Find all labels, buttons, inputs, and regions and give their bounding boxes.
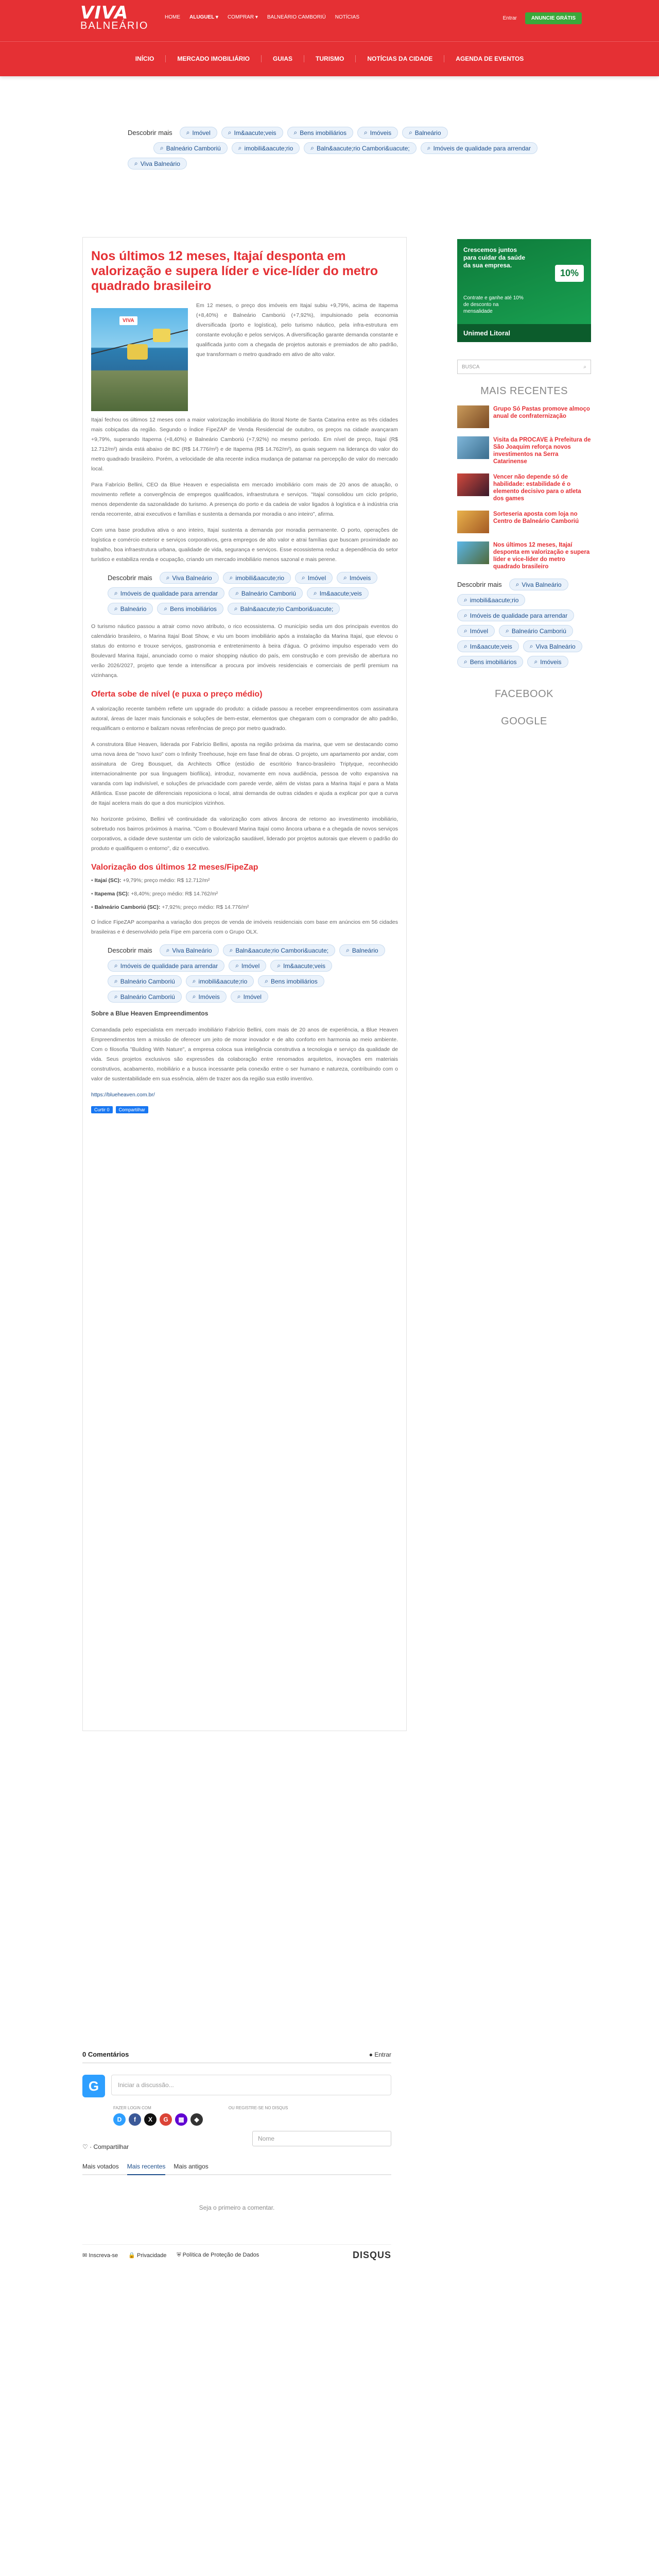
tag-label: Imóveis [349,574,371,582]
tag-label: Viva Balneário [140,160,180,167]
login-with-label: FAZER LOGIN COM [113,2106,151,2110]
tag-chip[interactable] [457,625,495,637]
search-icon: ⌕ [229,574,233,581]
nav-balneario[interactable]: BALNEÁRIO CAMBORIÚ [267,14,326,20]
search-icon: ⌕ [313,589,317,597]
search-icon: ⌕ [192,977,196,985]
name-field[interactable]: Nome [252,2131,391,2146]
search-icon: ⌕ [235,962,239,969]
comment-count: 0 Comentários [82,2050,129,2058]
main-nav [0,41,659,76]
city-value: +7,92%; preço médio: R$ 14.776/m² [160,904,249,910]
search-icon: ⌕ [228,129,232,136]
tag-chip[interactable] [160,944,219,956]
menu-agenda[interactable]: AGENDA DE EVENTOS [456,55,524,62]
search-icon: ⌕ [234,605,238,612]
search-icon: ⌕ [186,129,190,136]
tag-chip[interactable] [180,127,217,139]
ad-headline: Crescemos juntos para cuidar da saúde da sua empresa. [463,246,526,269]
tag-label: Im&aacute;veis [234,129,276,137]
login-options [113,2106,391,2110]
tag-label: imobili&aacute;rio [470,596,519,604]
tag-chip[interactable] [499,625,573,637]
search-icon: ⌕ [114,589,118,597]
post-thumbnail [457,541,489,564]
comment-sort-tabs [82,2163,391,2175]
tag-chip[interactable] [153,142,228,154]
top-header [0,0,659,41]
tag-chip[interactable] [421,142,537,154]
menu-noticias-cidade[interactable]: NOTÍCIAS DA CIDADE [356,55,444,62]
discover-more-sidebar [457,579,591,668]
logo-main-text: VIVA [80,3,129,23]
search-icon: ⌕ [134,160,138,167]
post-thumbnail [457,436,489,459]
comment-input[interactable]: Iniciar a discussão... [111,2075,391,2095]
tag-chip[interactable] [337,572,377,584]
comments-share[interactable]: ♡ · Compartilhar [82,2143,129,2150]
post-title: Grupo Só Pastas promove almoço anual de confraternização [493,406,590,419]
tag-chip[interactable] [128,158,187,170]
tag-label: imobili&aacute;rio [235,574,285,582]
post-title: Vencer não depende só de habilidade: estabilidade é o elemento decisivo para o atleta dos games [493,474,581,502]
tag-chip[interactable] [108,603,153,615]
article-hero-image [91,308,188,411]
comments-login[interactable] [369,2051,391,2058]
discover-more-article-bottom [108,944,398,1003]
share-buttons [91,1106,398,1113]
tag-label: Imóveis [540,658,562,666]
search-icon: ⌕ [464,642,467,650]
logo-sub-text: BALNEÁRIO [80,20,149,31]
tag-label: Imóvel [470,627,489,635]
paragraph: Comandada pelo especialista em mercado imobiliário Fabrício Bellini, com mais de 20 anos de experiência, a Blue Heaven Empreendimentos tem a missão de oferecer um jeito de morar inovador e de alto conforto em harmonia ao meio ambiente. Com o filosofia "Building With Nature", a empresa coloca sua inteligência construtiva a tecnologia e serviço da qualidade de vida. Seus projetos exclusivos são expressões da colaboração entre renomados arquitetos, inovações em materiais construtivos, acabamento, mobiliário e a busca incessante pela conexão entre o ser humano e natureza, contribuindo com o valor de sustentabilidade em sua essência, além de trazer aos da região sua estilo inventivo. [91,1027,398,1082]
tag-label: Imóvel [243,993,262,1001]
about-heading: Sobre a Blue Heaven Empreendimentos [91,1010,209,1017]
facebook-heading: FACEBOOK [494,688,554,700]
tag-label: Balneário Camboriú [166,144,221,152]
tag-chip[interactable] [221,127,283,139]
user-icon: ● [369,2050,373,2058]
tag-label: Balneário Camboriú [511,627,566,635]
tag-chip[interactable] [270,960,332,972]
paragraph [91,1090,398,1100]
paragraph: Itajaí fechou os últimos 12 meses com a maior valorização imobiliária do litoral Norte de Santa Catarina entre as três cidades mais cobiçadas da região. Segundo o Índice FipeZAP de Venda Residencial de outubro, os preços na cidade avançaram +9,79%, superando Itapema (+8,40%) e Balneário Camboriú (+7,92%) no mesmo período. Em nível de preço, Itajaí (R$ 12.712/m²) ainda está abaixo de BC (R$ 14.776/m²) e de Itapema (R$ 14.762/m²), as quais seguem na liderança do valor do metro quadrado brasileiro. Porém, a velocidade de alta recente indica mudança de patamar na percepção de valor do mercado local. [91,417,398,472]
tag-chip[interactable] [108,960,224,972]
search-icon: ⌕ [464,658,467,665]
post-title: Nos últimos 12 meses, Itajaí desponta em valorização e supera líder e vice-líder do metro quadrado brasileiro [493,542,590,570]
search-icon: ⌕ [583,364,586,370]
data-protection-link[interactable] [177,2252,259,2259]
search-icon: ⌕ [302,574,305,581]
tag-chip[interactable] [527,656,568,668]
tag-chip[interactable] [523,640,582,652]
mail-icon: ✉ [82,2252,88,2259]
comment-composer [82,2075,391,2097]
search-icon: ⌕ [506,627,509,634]
tag-label: Imóveis [198,993,220,1001]
search-icon: ⌕ [114,977,118,985]
tag-label: Balneário [414,129,441,137]
search-icon: ⌕ [166,574,170,581]
search-icon: ⌕ [310,144,314,151]
top-actions [503,12,582,24]
top-nav [165,14,359,20]
tag-label: Imóvel [192,129,211,137]
google-heading: GOOGLE [501,716,547,727]
social-login [113,2113,391,2126]
tag-chip[interactable] [223,944,336,956]
city-name: Itajaí (SC): [94,877,122,884]
tag-chip[interactable] [287,127,353,139]
recent-post[interactable] [457,473,591,502]
disqus-icon[interactable]: D [113,2113,126,2126]
disqus-logo[interactable]: DISQUS [352,2250,391,2260]
paragraph: No horizonte próximo, Bellini vê continuidade da valorização com ativos âncora de retorno ao investimento imobiliário, sobretudo nos bairros próximos à marina. "Com o Boulevard Marina Itajaí como âncora urbana e a chegada de novos serviços corporativos, a cidade deve sustentar um ciclo de valorização saudável, liderado por projetos autorais que elevem o padrão do produto e qualifiquem o entorno", diz o executivo. [91,816,398,852]
search-icon: ⌕ [265,977,268,985]
tag-label: Im&aacute;veis [283,962,326,970]
search-icon: ⌕ [237,993,241,1000]
city-name: Itapema (SC): [94,891,130,897]
search-icon: ⌕ [160,144,164,151]
tag-chip[interactable] [402,127,447,139]
search-icon: ⌕ [515,581,519,588]
valuation-list [91,877,398,910]
privacy-link[interactable] [128,2252,166,2259]
recent-heading: MAIS RECENTES [480,385,568,397]
discover-label: Descobrir mais [108,946,152,954]
post-title: Visita da PROCAVE à Prefeitura de São Joaquim reforça novos investimentos na Serra Catarinense [493,437,591,465]
tag-label: Bens imobiliários [270,977,318,985]
tag-label: Viva Balneário [522,581,562,588]
tag-chip[interactable] [457,640,519,652]
tag-chip[interactable] [457,656,523,668]
search-icon: ⌕ [409,129,412,136]
tag-chip[interactable] [229,960,266,972]
like-button[interactable]: Curtir 0 [91,1106,113,1113]
tag-chip[interactable] [157,603,223,615]
search-icon: ⌕ [164,605,168,612]
comments-login-label: Entrar [374,2050,391,2058]
tag-label: Balneário Camboriú [120,993,175,1001]
section-heading: Oferta sobe de nível (e puxa o preço médio) [91,690,263,699]
tag-label: Im&aacute;veis [319,589,362,597]
tag-label: Viva Balneário [172,946,212,954]
tag-chip[interactable] [108,991,182,1003]
tag-label: Imóveis de qualidade para arrendar [120,589,218,597]
discover-more-article [108,572,398,615]
post-thumbnail [457,405,489,428]
no-comments-text: Seja o primeiro a comentar. [199,2204,275,2211]
facebook-icon[interactable]: f [129,2113,141,2126]
heart-icon: ♡ [82,2143,88,2150]
tag-label: Balneário [120,605,147,613]
tag-chip[interactable] [357,127,398,139]
search-placeholder: BUSCA [462,364,480,370]
sidebar [457,239,591,736]
tag-label: Balneário Camboriú [241,589,296,597]
sidebar-ad[interactable] [457,239,591,342]
search-icon: ⌕ [427,144,431,151]
comments-share-label: Compartilhar [93,2143,129,2150]
tab-oldest[interactable]: Mais antigos [174,2163,209,2170]
tag-label: Bens imobiliários [170,605,217,613]
search-icon: ⌕ [464,596,467,603]
tag-label: Imóvel [307,574,326,582]
city-value: +8,40%; preço médio: R$ 14.762/m² [129,891,218,897]
nav-aluguel[interactable]: ALUGUEL ▾ [189,14,218,20]
lock-icon: 🔒 [128,2252,135,2259]
login-link[interactable]: Entrar [502,15,517,21]
x-icon[interactable]: X [144,2113,157,2126]
tag-label: Baln&aacute;rio Cambori&uacute; [235,946,329,954]
tag-chip[interactable] [295,572,333,584]
microsoft-icon[interactable]: ▦ [175,2113,187,2126]
paragraph: A construtora Blue Heaven, liderada por Fabrício Bellini, aposta na região próxima da marina, que vem se destacando como uma nova área de "novo luxo" com o Infinity Treehouse, hoje em fase final de obras. O projeto, um apartamento por andar, com assinatura de Greg Bousquet, da Architects Office (estúdio de escritório franco-brasileiro Triptyque, reconhecido internacionalmente por sua linguagem biofílica), introduz, novamente em nova audiência, pessoa de volto expansiva na varanda com lap indivisível, e soluções de privacidade com parede verde, além de vistas para a Marina Itajaí e para a Mata Atlântica. Esse pacote de diferenciais reposiciona o local, atrai demanda de outras cidades e ajuda a explicar por que a curva de Itajaí acelera mais do que a dos municípios vizinhos. [91,741,398,806]
tag-label: Balneário Camboriú [120,977,175,985]
shield-icon: ⛨ [177,2252,181,2258]
search-icon: ⌕ [293,129,298,136]
search-icon: ⌕ [464,627,467,634]
comments-footer [82,2244,391,2261]
nav-comprar[interactable]: COMPRAR ▾ [227,14,258,20]
ad-brand: Unimed Litoral [457,324,591,342]
article-card [82,237,407,1731]
search-icon: ⌕ [114,605,118,612]
discover-more-top [128,127,540,170]
ad-discount: 10% [555,265,584,282]
tag-chip[interactable] [304,142,417,154]
discover-label: Descobrir mais [457,581,502,588]
post-thumbnail [457,473,489,496]
section-heading: Valorização dos últimos 12 meses/FipeZap [91,863,258,872]
tag-chip[interactable] [108,587,224,599]
tag-label: Imóveis de qualidade para arrendar [433,144,531,152]
menu-turismo[interactable]: TURISMO [304,55,356,62]
search-icon: ⌕ [529,642,533,650]
tag-chip[interactable] [223,572,291,584]
tag-chip[interactable] [186,975,254,987]
tag-label: Balneário [352,946,378,954]
discover-label: Descobrir mais [128,129,172,137]
recent-post[interactable] [457,541,591,570]
tag-label: Bens imobiliários [300,129,346,137]
tag-chip[interactable] [457,594,525,606]
tag-chip[interactable] [232,142,300,154]
site-logo[interactable] [80,4,148,31]
ad-text: Contrate e ganhe até 10% de desconto na mensalidade [463,295,524,314]
share-button[interactable]: Compartilhar [116,1106,149,1113]
tab-newest[interactable]: Mais recentes [127,2163,166,2175]
list-item: • Balneário Camboriú (SC): +7,92%; preço médio: R$ 14.776/m² [91,904,249,910]
company-link[interactable]: https://blueheaven.com.br/ [91,1092,155,1098]
tag-chip[interactable] [258,975,324,987]
article-title: Nos últimos 12 meses, Itajaí desponta em valorização e supera líder e vice-líder do metro quadrado brasileiro [91,249,378,293]
tag-chip[interactable] [307,587,369,599]
cable-car-shape [153,329,170,342]
tag-label: Bens imobiliários [470,658,517,666]
search-icon: ⌕ [363,129,368,136]
tag-label: Imóveis de qualidade para arrendar [470,612,568,619]
search-icon: ⌕ [235,589,239,597]
discover-label: Descobrir mais [108,574,152,582]
recent-post[interactable] [457,405,591,428]
city-name: Balneário Camboriú (SC): [94,904,161,910]
nav-noticias[interactable]: NOTÍCIAS [335,14,360,20]
paragraph: Com uma base produtiva ativa o ano inteiro, Itajaí sustenta a demanda por moradia permanente. O porto, operações de logística e comércio exterior e serviços corporativos, gera empregos de alto valor e atrai famílias que buscam proximidade ao trabalho, boa infraestrutura urbana, qualidade de vida, segurança e serviços. Esse ecossistema reduz a dependência do setor turístico e estabiliza renda e ocupação, criando um mercado imobiliário menos sazonal e mais perene. [91,527,398,563]
search-icon: ⌕ [343,574,347,581]
article-body [91,301,398,1113]
google-icon[interactable]: G [160,2113,172,2126]
search-icon: ⌕ [114,962,118,969]
tag-label: Imóvel [241,962,260,970]
tag-label: Imóveis de qualidade para arrendar [120,962,218,970]
tag-label: Imóveis [370,129,392,137]
tag-chip[interactable] [509,579,568,590]
tag-chip[interactable] [231,991,268,1003]
comments-section [82,2050,391,2261]
subscribe-label: Inscreva-se [89,2252,118,2259]
register-label: OU REGISTRE-SE NO DISQUS [228,2106,288,2110]
search-icon: ⌕ [238,144,242,151]
paragraph: A valorização recente também reflete um upgrade do produto: a cidade passou a receber empreendimentos com assinatura autoral, áreas de lazer mais funcionais e soluções de bem-estar, elementos que chegaram com o comprador de alto padrão, requalificam o entorno e balizam novas referências de preço por metro quadrado. [91,706,398,732]
search-icon: ⌕ [114,993,118,1000]
search-icon: ⌕ [464,612,467,619]
nav-home[interactable]: HOME [165,14,180,20]
search-icon: ⌕ [534,658,538,665]
list-item: • Itajaí (SC): +9,79%; preço médio: R$ 12.712/m² [91,877,210,884]
post-title: Sorteseria aposta com loja no Centro de Balneário Camboriú [493,511,579,524]
list-item: • Itapema (SC): +8,40%; preço médio: R$ 14.762/m² [91,891,218,897]
recent-post[interactable] [457,511,591,533]
tag-label: imobili&aacute;rio [198,977,248,985]
tag-chip[interactable] [229,587,303,599]
paragraph: Em 12 meses, o preço dos imóveis em Itajaí subiu +9,79%, acima de Itapema (+8,40%) e Balneário Camboriú (+7,92%), impulsionado pela economia diversificada (porto e logística), pelo turismo náutico, pela infra-estrutura em constante evolução e pelos serviços. A diversificação garante demanda constante e qualificada junto com a chegada de projetos autorais e premiados de alto padrão, que transformam o metro quadrado em ativo de alto valor. [196,302,398,358]
tag-chip[interactable] [457,609,574,621]
search-icon: ⌕ [229,946,233,954]
tag-chip[interactable] [339,944,385,956]
tag-label: Baln&aacute;rio Cambori&uacute; [316,144,410,152]
subscribe-link[interactable] [82,2252,118,2259]
privacy-label: Privacidade [136,2252,167,2259]
post-thumbnail [457,511,489,533]
search-icon: ⌕ [166,946,170,954]
paragraph: O Índice FipeZAP acompanha a variação dos preços de venda de imóveis residenciais com base em anúncios em 56 cidades brasileiras e é desenvolvido pela Fipe em parceria com o Grupo OLX. [91,919,398,935]
paragraph: Para Fabrício Bellini, CEO da Blue Heaven e especialista em mercado imobiliário com mais de 20 anos de atuação, o movimento reflete a convergência de empregos qualificados, infraestrutura e serviços. "Itajaí consolidou um ciclo próprio, menos dependente da sazonalidade do turismo. A presença do porto e da cadeia de valor ligados à logística e à indústria cria renda recorrente, atrai executivos e famílias e sustenta a demanda por moradia o ano inteiro", afirma. [91,482,398,517]
city-value: +9,79%; preço médio: R$ 12.712/m² [121,877,210,884]
menu-guias[interactable]: GUIAS [262,55,304,62]
tab-best[interactable]: Mais votados [82,2163,119,2170]
apple-icon[interactable]: ◆ [190,2113,203,2126]
avatar: G [82,2075,105,2097]
tag-label: Viva Balneário [172,574,212,582]
advertise-button[interactable]: ANUNCIE GRÁTIS [525,12,582,24]
tag-label: Baln&aacute;rio Cambori&uacute; [240,605,334,613]
comments-header [82,2050,391,2063]
tag-label: Im&aacute;veis [470,642,512,650]
tag-chip[interactable] [228,603,340,615]
search-input[interactable] [457,360,591,374]
data-protection-label: Política de Proteção de Dados [182,2252,259,2258]
menu-inicio[interactable]: INÍCIO [124,55,166,62]
tag-label: imobili&aacute;rio [244,144,293,152]
hero-logo: VIVA [119,316,137,325]
tag-chip[interactable] [186,991,227,1003]
recent-post[interactable] [457,436,591,465]
search-icon: ⌕ [277,962,281,969]
cable-car-shape [127,344,148,360]
tag-label: Viva Balneário [535,642,576,650]
menu-mercado[interactable]: MERCADO IMOBILIÁRIO [166,55,262,62]
tag-chip[interactable] [160,572,219,584]
tag-chip[interactable] [108,975,182,987]
paragraph: O turismo náutico passou a atrair como novo atributo, o rico ecossistema. O município sedia um dos principais eventos do calendário brasileiro, o Marina Itajaí Boat Show, e viu um boom imobiliário após a instalação da Marina Itajaí, que elevou o status do entorno e trouxe serviços, gastronomia e entretenimento à beira d'água. O próximo impulso esperado vem do Boulevard Marina Itajaí, anunciado como o maior shopping náutico do país, em construção e com previsão de abertura no verão 2026/2027, projeto que tende a intensificar a procura por imóveis residenciais e comerciais de perfil premium na vizinhança. [91,623,398,679]
search-icon: ⌕ [192,993,196,1000]
search-icon: ⌕ [346,946,350,954]
